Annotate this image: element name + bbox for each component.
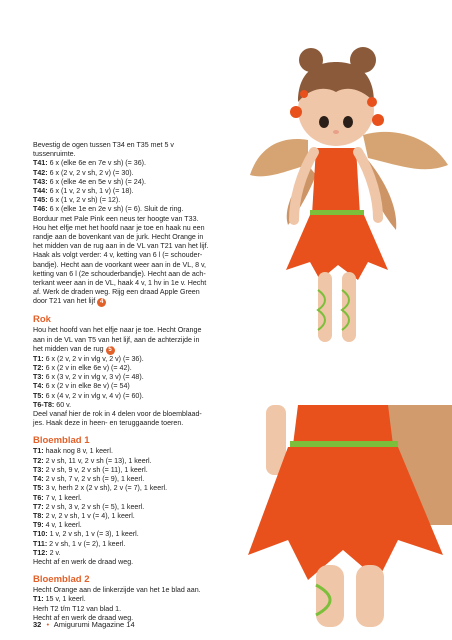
bloemblad1-row: T1: haak nog 8 v, 1 keerl. [33, 447, 113, 456]
rok-line: aan in de VL van T5 van het lijf, aan de achterzijde in [33, 335, 200, 344]
hair-flower-1 [290, 106, 302, 118]
rok-row: T6-T8: 60 v. [33, 400, 72, 409]
bloemblad1-row: T10: 1 v, 2 v sh, 1 v (= 3), 1 keerl. [33, 530, 139, 539]
intro-row: T42: 6 x (2 v, 2 v sh, 2 v) (= 30). [33, 168, 134, 177]
hair-flower-3 [372, 114, 384, 126]
bloemblad1-row: T12: 2 v. [33, 548, 61, 557]
hair-flower-4 [300, 90, 308, 98]
bloemblad1-row: T6: 7 v, 1 keerl. [33, 493, 82, 502]
bodice-closeup [293, 405, 393, 445]
bloemblad1-row: T5: 3 v, herh 2 x (2 v sh), 2 v (= 7), 1 keerl. [33, 484, 168, 493]
bloemblad1-row: T9: 4 v, 1 keerl. [33, 521, 82, 530]
leg-right-closeup [356, 565, 384, 627]
section-title-rok: Rok [33, 314, 51, 326]
bloemblad1-row: T3: 2 v sh, 9 v, 2 v sh (= 11), 1 keerl. [33, 465, 148, 474]
eye-right [343, 116, 353, 128]
intro-line-1: Bevestig de ogen tussen T34 en T35 met 5 v [33, 141, 174, 149]
bloemblad1-row: T7: 2 v sh, 3 v, 2 v sh (= 5), 1 keerl. [33, 502, 145, 511]
intro-row: T41: 6 x (elke 6e en 7e v sh) (= 36). [33, 159, 146, 168]
intro-para-line: af. Werk de draden weg. Rijg een draad Apple Green [33, 288, 200, 297]
intro-row: T44: 6 x (1 v, 2 v sh, 1 v) (= 18). [33, 187, 134, 196]
nose [333, 130, 339, 134]
bloemblad2-line: Hecht af en werk de draad weg. [33, 613, 134, 622]
leg-right [342, 272, 356, 342]
intro-para-line: het midden van de rug aan in de VL van T21 van het lijf. [33, 242, 209, 251]
bloemblad2-row: T1: 15 v, 1 keerl. [33, 595, 86, 604]
intro-row: T46: 6 x (elke 1e en 2e v sh) (= 6). Sluit de ring. [33, 205, 184, 214]
bloemblad1-row: T11: 2 v sh, 1 v (= 2), 1 keerl. [33, 539, 126, 548]
intro-row: T45: 6 x (1 v, 2 v sh) (= 12). [33, 196, 121, 205]
skirt [286, 215, 388, 280]
rok-row: T4: 6 x (2 v in elke 8e v) (= 54) [33, 382, 130, 391]
rok-outro: jes. Haak deze in heen- en teruggaande toeren. [33, 419, 184, 428]
intro-para-line: Hou het elfje met het hoofd naar je toe en haak nu een [33, 223, 205, 232]
hair-flower-2 [367, 97, 377, 107]
skirt-closeup-photo [238, 405, 452, 627]
intro-para-line: terkant weer aan in de VL, haak 4 v, 1 hv in 1e v. Hecht [33, 279, 207, 288]
bloemblad1-row: T8: 2 v, 2 v sh, 1 v (= 4), 1 keerl. [33, 511, 135, 520]
dress-bodice [312, 148, 360, 215]
bloemblad1-outro: Hecht af en werk de draad weg. [33, 557, 134, 566]
eye-left [319, 116, 329, 128]
intro-row: T43: 6 x (elke 4e en 5e v sh) (= 24). [33, 177, 146, 186]
intro-last-line: door T21 van het lijf 4 [33, 297, 241, 307]
arm-right [358, 152, 378, 218]
intro-line-2: tussenruimte. [33, 150, 76, 159]
intro-para-line: Haak als volgt verder: 4 v, ketting van 6 l (= schouder- [33, 251, 203, 260]
dress-belt [310, 210, 364, 215]
rok-row: T1: 6 x (2 v, 2 v in vlg v, 2 v) (= 36). [33, 354, 144, 363]
rok-outro: Deel vanaf hier de rok in 4 delen voor de bloemblaad- [33, 410, 202, 419]
rok-row: T5: 6 x (4 v, 2 v in vlg v, 4 v) (= 60). [33, 391, 144, 400]
belt-closeup [290, 441, 398, 448]
intro-para-line: Borduur met Pale Pink een neus ter hoogte van T33. [33, 214, 199, 223]
bloemblad1-row: T2: 2 v sh, 11 v, 2 v sh (= 13), 1 keerl. [33, 456, 152, 465]
bloemblad2-line: Hecht Orange aan de linkerzijde van het 1e blad aan. [33, 586, 201, 595]
page-number: 32 [33, 620, 42, 629]
rok-line: Hou het hoofd van het elfje naar je toe. Hecht Orange [33, 326, 202, 335]
intro-para-line: ketting van 6 l (2e schouderbandje). Hecht aan de ach- [33, 269, 206, 278]
section-title-bloemblad-1: Bloemblad 1 [33, 435, 90, 447]
step-badge: 5 [106, 346, 115, 355]
rok-row: T3: 6 x (3 v, 2 v in vlg v, 3 v) (= 48). [33, 373, 144, 382]
rok-last-line: het midden van de rug 5 [33, 345, 241, 355]
step-badge: 4 [97, 298, 106, 307]
footer-bullet: • [46, 620, 50, 629]
wing-right [363, 132, 448, 169]
bloemblad2-line: Herh T2 t/m T12 van blad 1. [33, 604, 122, 613]
section-title-bloemblad-2: Bloemblad 2 [33, 574, 90, 586]
intro-para-line: bandje). Hecht aan de voorkant weer aan in de VL, 8 v, [33, 260, 206, 269]
rok-row: T2: 6 x (2 v in elke 6e v) (= 42). [33, 364, 132, 373]
bloemblad1-row: T4: 2 v sh, 7 v, 2 v sh (= 9), 1 keerl. [33, 475, 145, 484]
magazine-title: Amigurumi Magazine 14 [53, 620, 135, 629]
leg-left [318, 272, 332, 342]
pattern-text [33, 141, 241, 623]
page-footer [33, 620, 135, 629]
intro-para-line: randje aan de bovenkant van de jurk. Hecht Orange in [33, 233, 204, 242]
fairy-doll-photo [238, 40, 452, 350]
